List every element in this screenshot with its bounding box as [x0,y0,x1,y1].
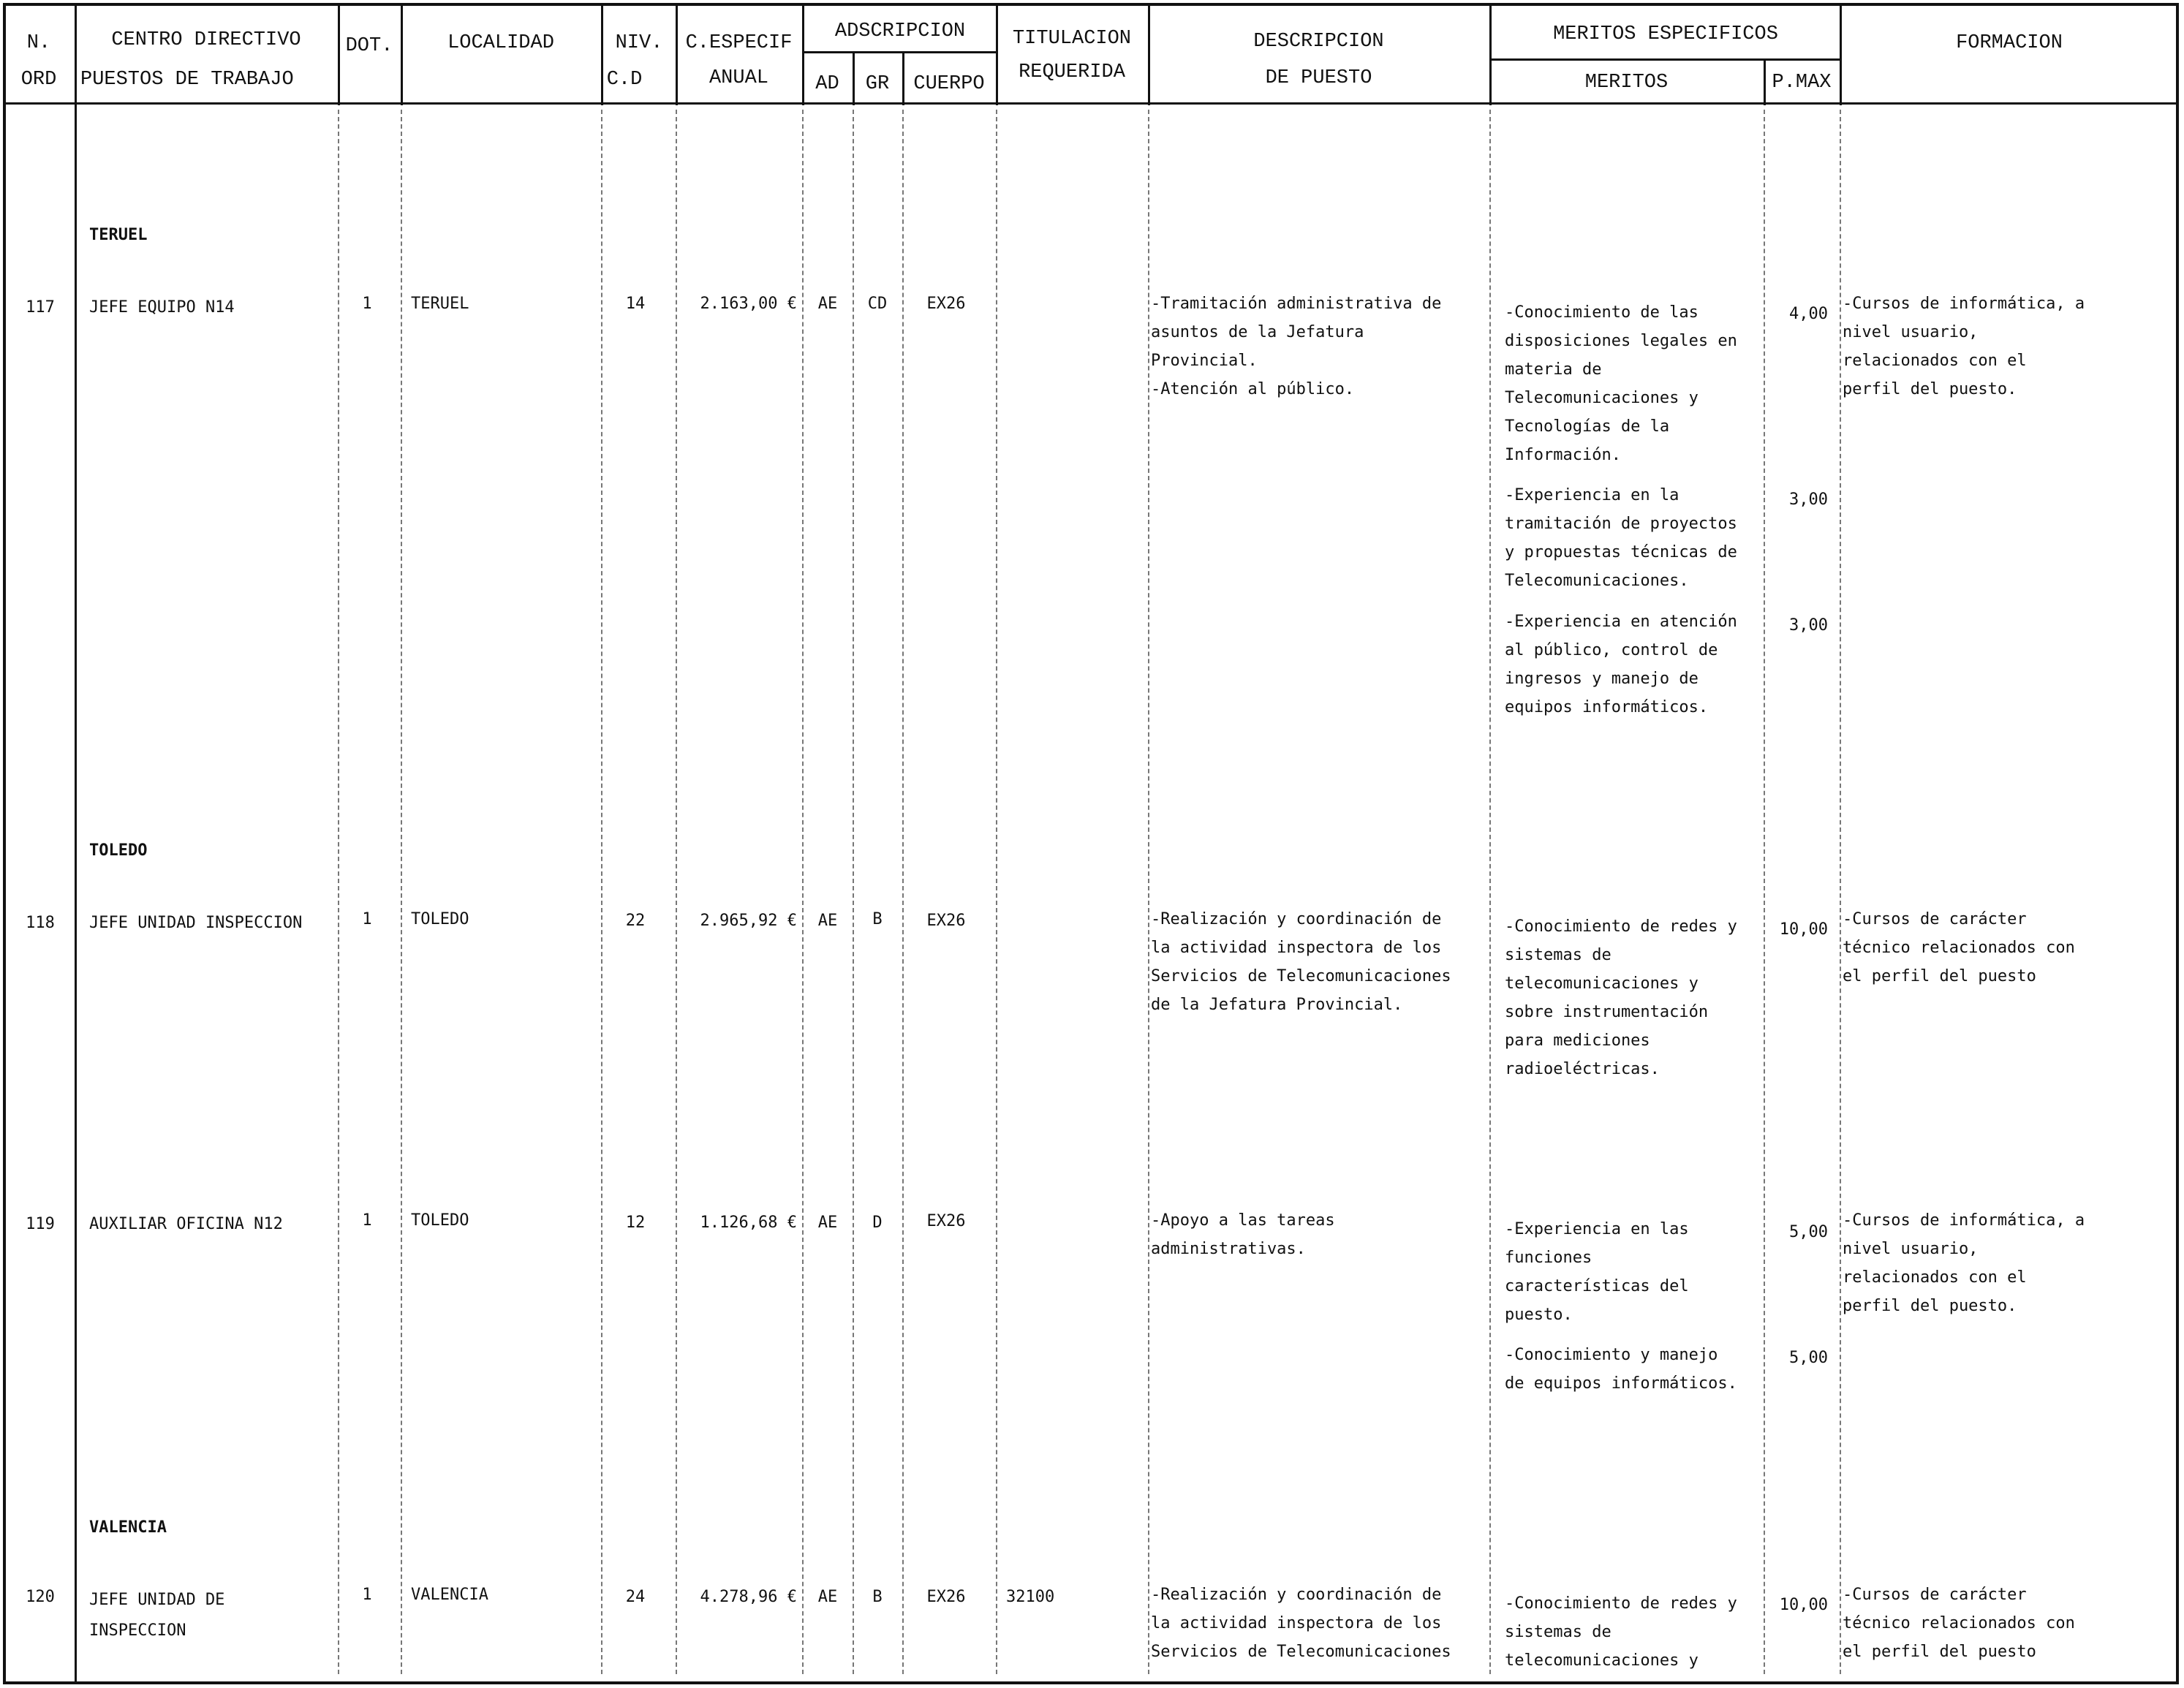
merito-line: materia de [1505,360,1602,379]
merito-line: -Experiencia en las [1505,1220,1689,1238]
formacion-line: técnico relacionados con [1843,939,2075,957]
cell-dot: 1 [362,910,372,928]
col-divider [1764,110,1765,1674]
cell-ord: 120 [26,1588,55,1606]
cell-merito [1505,1215,1689,1329]
cell-pmax: 5,00 [1789,1223,1828,1241]
cell-localidad: TOLEDO [411,1211,469,1230]
merito-line: Telecomunicaciones y [1505,389,1699,407]
col-divider [802,110,804,1674]
descripcion-line: -Realización y coordinación de [1151,1586,1442,1604]
puesto-line: JEFE UNIDAD DE [89,1591,225,1609]
cell-puesto: JEFE EQUIPO N14 [89,298,235,317]
header-anual: ANUAL [709,67,768,89]
descripcion-line: Servicios de Telecomunicaciones [1151,1643,1451,1661]
formacion-line: -Cursos de informática, a [1843,1211,2085,1230]
cell-merito [1505,1341,1737,1398]
descripcion-line: la actividad inspectora de los [1151,1614,1442,1632]
merito-line: radioeléctricas. [1505,1060,1660,1078]
meritos-divider [1489,58,1842,61]
merito-line: telecomunicaciones y [1505,974,1699,993]
merito-line: características del [1505,1277,1689,1295]
header-c-especif: C.ESPECIF [685,32,793,54]
merito-line: sobre instrumentación [1505,1003,1709,1021]
cell-pmax: 10,00 [1779,1596,1828,1614]
cell-formacion [1843,905,2075,991]
descripcion-line: la actividad inspectora de los [1151,939,1442,957]
header-ord: ORD [20,69,57,91]
cell-ord: 117 [26,298,55,317]
cell-gr: B [872,910,883,928]
merito-line: -Experiencia en atención [1505,613,1737,631]
cell-formacion [1843,1206,2085,1320]
group-location: TERUEL [89,226,148,244]
cell-merito [1505,481,1737,595]
cell-cuerpo: EX26 [926,912,966,930]
descripcion-line: -Tramitación administrativa de [1151,295,1442,313]
group-location: TOLEDO [89,841,148,860]
col-divider [996,110,997,1674]
col-divider [996,3,998,105]
header-puestos-de-trabajo: PUESTOS DE TRABAJO [80,69,294,91]
formacion-line: -Cursos de carácter [1843,910,2027,928]
merito-line: -Experiencia en la [1505,486,1679,504]
header-titulacion: TITULACION [1012,28,1132,50]
col-divider [1148,110,1149,1674]
cell-merito [1505,1589,1737,1675]
descripcion-line: administrativas. [1151,1240,1306,1258]
header-descripcion: DESCRIPCION [1253,31,1384,53]
cell-ad: AE [817,1214,838,1232]
merito-line: Telecomunicaciones. [1505,572,1689,590]
cell-pmax: 3,00 [1789,616,1828,635]
col-divider [1148,3,1150,105]
col-divider [676,3,678,105]
merito-line: -Conocimiento de redes y [1505,917,1737,936]
header-localidad: LOCALIDAD [447,32,554,54]
formacion-line: -Cursos de carácter [1843,1586,2027,1604]
header-n: N. [26,32,51,54]
header-pmax: P.MAX [1772,72,1832,94]
formacion-line: perfil del puesto. [1843,1297,2017,1315]
header-meritos-especificos: MERITOS ESPECIFICOS [1553,23,1778,45]
cell-ord: 119 [26,1215,55,1233]
col-divider [401,3,403,105]
formacion-line: relacionados con el [1843,352,2027,370]
formacion-line: nivel usuario, [1843,323,1979,341]
cell-formacion [1843,1581,2075,1666]
col-divider [1840,110,1841,1674]
formacion-line: nivel usuario, [1843,1240,1979,1258]
col-divider [75,3,77,1684]
cell-especif: 2.965,92 € [700,912,797,930]
cell-localidad: VALENCIA [411,1586,488,1604]
cell-ad: AE [817,1588,838,1606]
formacion-line: perfil del puesto. [1843,380,2017,398]
cell-cuerpo: EX26 [926,1588,966,1606]
descripcion-line: asuntos de la Jefatura [1151,323,1364,341]
header-de-puesto: DE PUESTO [1265,67,1372,89]
col-divider [676,110,677,1674]
merito-line: para mediciones [1505,1032,1650,1050]
header-cd: C.D [606,69,643,91]
cell-niv: 12 [625,1214,646,1232]
merito-line: ingresos y manejo de [1505,670,1699,688]
header-cuerpo: CUERPO [913,73,985,95]
cell-especif: 1.126,68 € [700,1214,797,1232]
header-dot: DOT. [345,35,393,57]
descripcion-line: de la Jefatura Provincial. [1151,996,1403,1014]
col-divider [1489,110,1491,1674]
col-divider [601,110,602,1674]
merito-line: al público, control de [1505,641,1718,659]
cell-localidad: TERUEL [411,295,469,313]
header-bottom-line [3,102,2179,105]
descripcion-line: Provincial. [1151,352,1258,370]
merito-line: -Conocimiento de las [1505,303,1699,322]
descripcion-line: -Atención al público. [1151,380,1355,398]
cell-puesto: JEFE UNIDAD INSPECCION [89,914,303,932]
cell-titulacion: 32100 [1006,1588,1055,1606]
merito-line: telecomunicaciones y [1505,1651,1699,1670]
cell-pmax: 4,00 [1789,305,1828,323]
header-formacion: FORMACION [1956,32,2063,54]
header-meritos: MERITOS [1584,72,1669,94]
merito-line: puesto. [1505,1306,1573,1324]
header-requerida: REQUERIDA [1019,61,1125,83]
cell-gr: CD [867,295,888,313]
descripcion-line: -Realización y coordinación de [1151,910,1442,928]
cell-pmax: 10,00 [1779,920,1828,939]
puesto-line: INSPECCION [89,1621,186,1640]
formacion-line: relacionados con el [1843,1268,2027,1287]
col-divider [1840,3,1842,105]
merito-line: y propuestas técnicas de [1505,543,1737,561]
group-location: VALENCIA [89,1518,167,1537]
col-divider [902,110,904,1674]
cell-localidad: TOLEDO [411,910,469,928]
cell-especif: 4.278,96 € [700,1588,797,1606]
cell-gr: D [872,1214,883,1232]
col-divider [338,110,339,1674]
header-gr: GR [865,73,890,95]
cell-merito [1505,912,1737,1083]
merito-line: tramitación de proyectos [1505,515,1737,533]
cell-pmax: 3,00 [1789,491,1828,509]
cell-dot: 1 [362,295,372,313]
merito-line: -Conocimiento de redes y [1505,1594,1737,1613]
merito-line: equipos informáticos. [1505,698,1709,716]
cell-dot: 1 [362,1586,372,1604]
header-centro-directivo: CENTRO DIRECTIVO [111,29,301,51]
formacion-line: -Cursos de informática, a [1843,295,2085,313]
header-ad: AD [815,73,839,95]
merito-line: sistemas de [1505,946,1611,964]
cell-descripcion [1151,905,1451,1019]
document-sheet [3,3,2179,1684]
merito-line: disposiciones legales en [1505,332,1737,350]
merito-line: Información. [1505,446,1621,464]
cell-ord: 118 [26,914,55,932]
header-adscripcion: ADSCRIPCION [834,20,966,42]
cell-descripcion [1151,289,1441,404]
formacion-line: el perfil del puesto [1843,967,2036,985]
cell-cuerpo: EX26 [926,1212,966,1230]
cell-niv: 24 [625,1588,646,1606]
merito-line: Tecnologías de la [1505,417,1670,436]
cell-dot: 1 [362,1211,372,1230]
descripcion-line: Servicios de Telecomunicaciones [1151,967,1451,985]
merito-line: funciones [1505,1249,1592,1267]
merito-line: -Conocimiento y manejo [1505,1346,1718,1364]
adscripcion-divider [802,51,998,53]
cell-ad: AE [817,912,838,930]
descripcion-line: -Apoyo a las tareas [1151,1211,1335,1230]
cell-merito [1505,608,1737,722]
cell-niv: 14 [625,295,646,313]
cell-ad: AE [817,295,838,313]
formacion-line: el perfil del puesto [1843,1643,2036,1661]
col-divider [853,110,854,1674]
cell-descripcion [1151,1581,1451,1666]
cell-cuerpo: EX26 [926,295,966,313]
cell-niv: 22 [625,912,646,930]
cell-descripcion [1151,1206,1335,1263]
formacion-line: técnico relacionados con [1843,1614,2075,1632]
cell-formacion [1843,289,2085,404]
cell-merito [1505,298,1737,469]
cell-gr: B [872,1588,883,1606]
merito-line: de equipos informáticos. [1505,1374,1737,1393]
header-niv: NIV. [615,32,663,54]
cell-pmax: 5,00 [1789,1349,1828,1367]
cell-puesto [89,1585,224,1646]
merito-line: sistemas de [1505,1623,1611,1641]
cell-puesto: AUXILIAR OFICINA N12 [89,1215,283,1233]
col-divider [401,110,402,1674]
cell-especif: 2.163,00 € [700,295,797,313]
